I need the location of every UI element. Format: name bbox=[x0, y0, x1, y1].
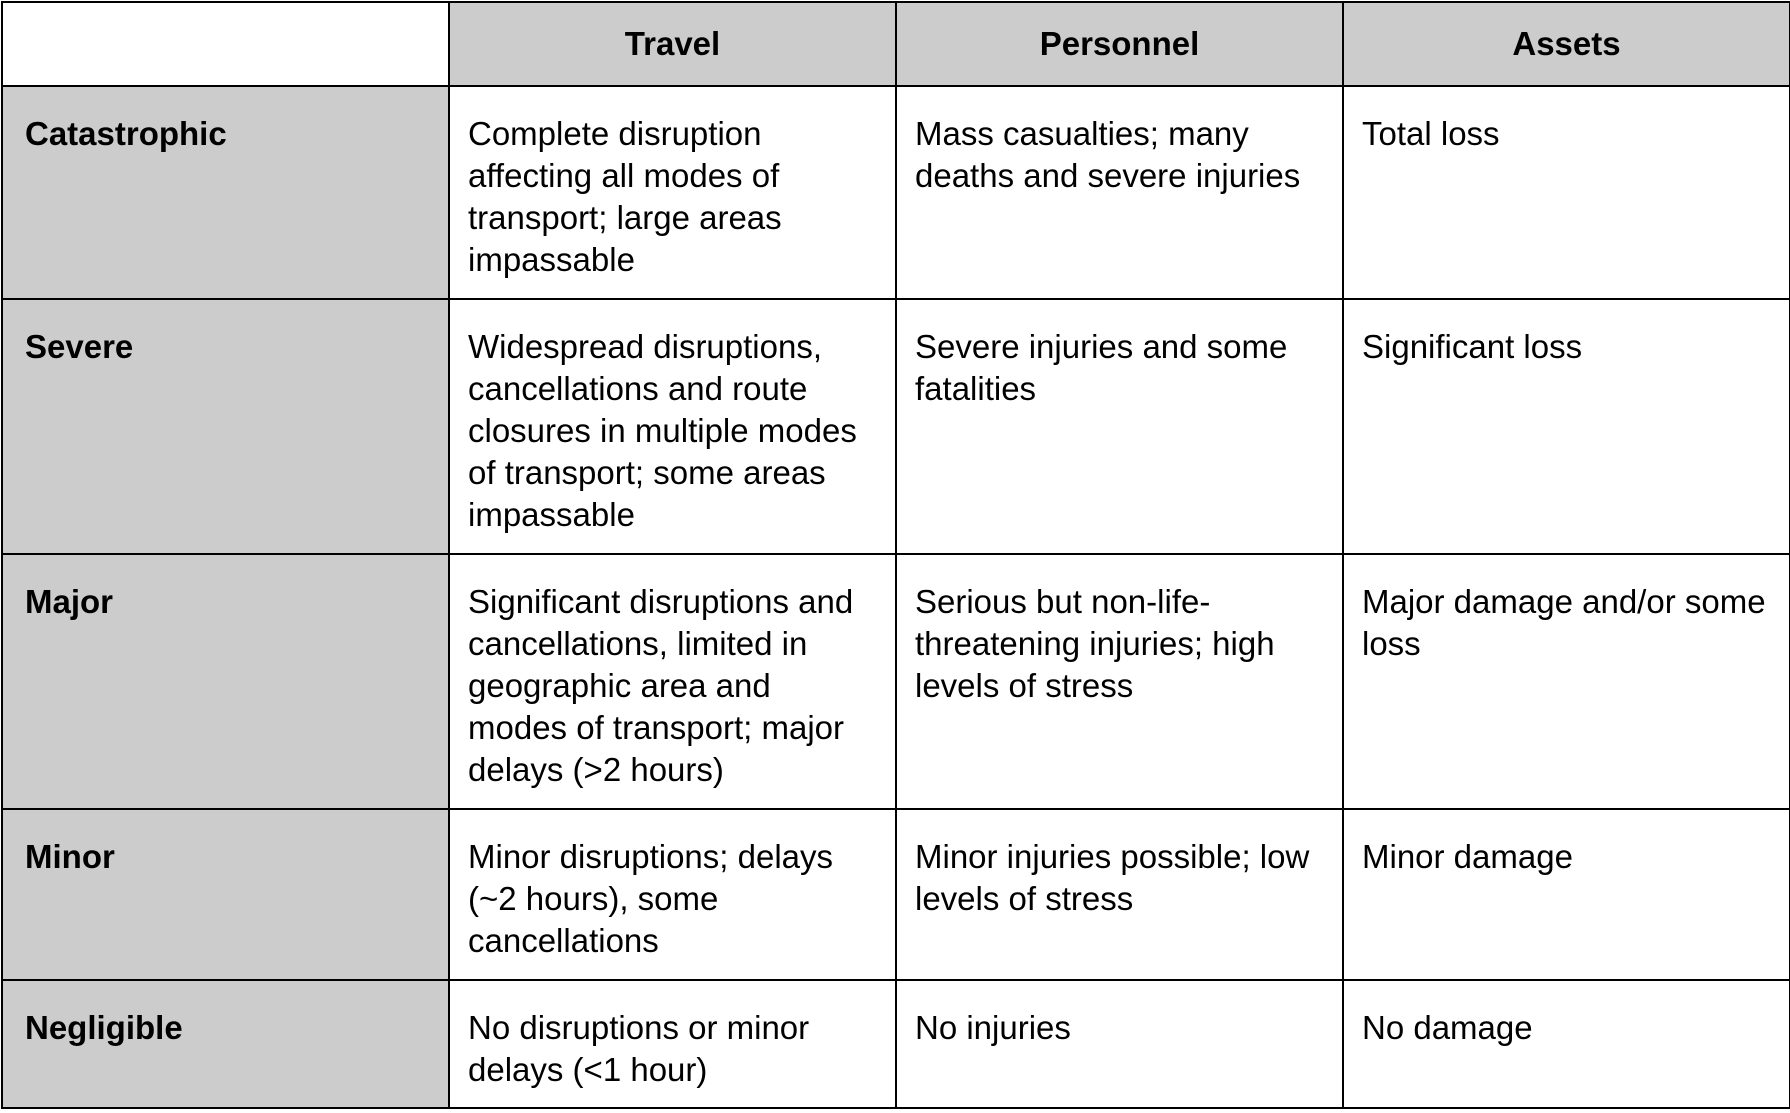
header-corner-cell bbox=[2, 2, 449, 86]
assets-cell: No damage bbox=[1343, 980, 1790, 1108]
travel-cell: Significant disruptions and cancellations, limited in geographic area and modes of transport; major delays (>2 hours) bbox=[449, 554, 896, 809]
travel-cell: Widespread disruptions, cancellations and route closures in multiple modes of transport; some areas impassable bbox=[449, 299, 896, 554]
row-label-catastrophic: Catastrophic bbox=[2, 86, 449, 299]
travel-cell: Minor disruptions; delays (~2 hours), some cancellations bbox=[449, 809, 896, 980]
header-assets: Assets bbox=[1343, 2, 1790, 86]
table-row bbox=[2, 554, 1790, 809]
personnel-cell: Mass casualties; many deaths and severe injuries bbox=[896, 86, 1343, 299]
row-label-minor: Minor bbox=[2, 809, 449, 980]
assets-cell: Major damage and/or some loss bbox=[1343, 554, 1790, 809]
header-travel: Travel bbox=[449, 2, 896, 86]
impact-severity-table bbox=[1, 1, 1790, 1109]
personnel-cell: Serious but non-life-threatening injuries; high levels of stress bbox=[896, 554, 1343, 809]
travel-cell: No disruptions or minor delays (<1 hour) bbox=[449, 980, 896, 1108]
personnel-cell: No injuries bbox=[896, 980, 1343, 1108]
row-label-severe: Severe bbox=[2, 299, 449, 554]
table-row bbox=[2, 809, 1790, 980]
row-label-negligible: Negligible bbox=[2, 980, 449, 1108]
travel-cell: Complete disruption affecting all modes of transport; large areas impassable bbox=[449, 86, 896, 299]
assets-cell: Total loss bbox=[1343, 86, 1790, 299]
table-row bbox=[2, 980, 1790, 1108]
row-label-major: Major bbox=[2, 554, 449, 809]
personnel-cell: Minor injuries possible; low levels of stress bbox=[896, 809, 1343, 980]
table-row bbox=[2, 86, 1790, 299]
table-row bbox=[2, 299, 1790, 554]
header-row bbox=[2, 2, 1790, 86]
header-personnel: Personnel bbox=[896, 2, 1343, 86]
personnel-cell: Severe injuries and some fatalities bbox=[896, 299, 1343, 554]
assets-cell: Significant loss bbox=[1343, 299, 1790, 554]
assets-cell: Minor damage bbox=[1343, 809, 1790, 980]
